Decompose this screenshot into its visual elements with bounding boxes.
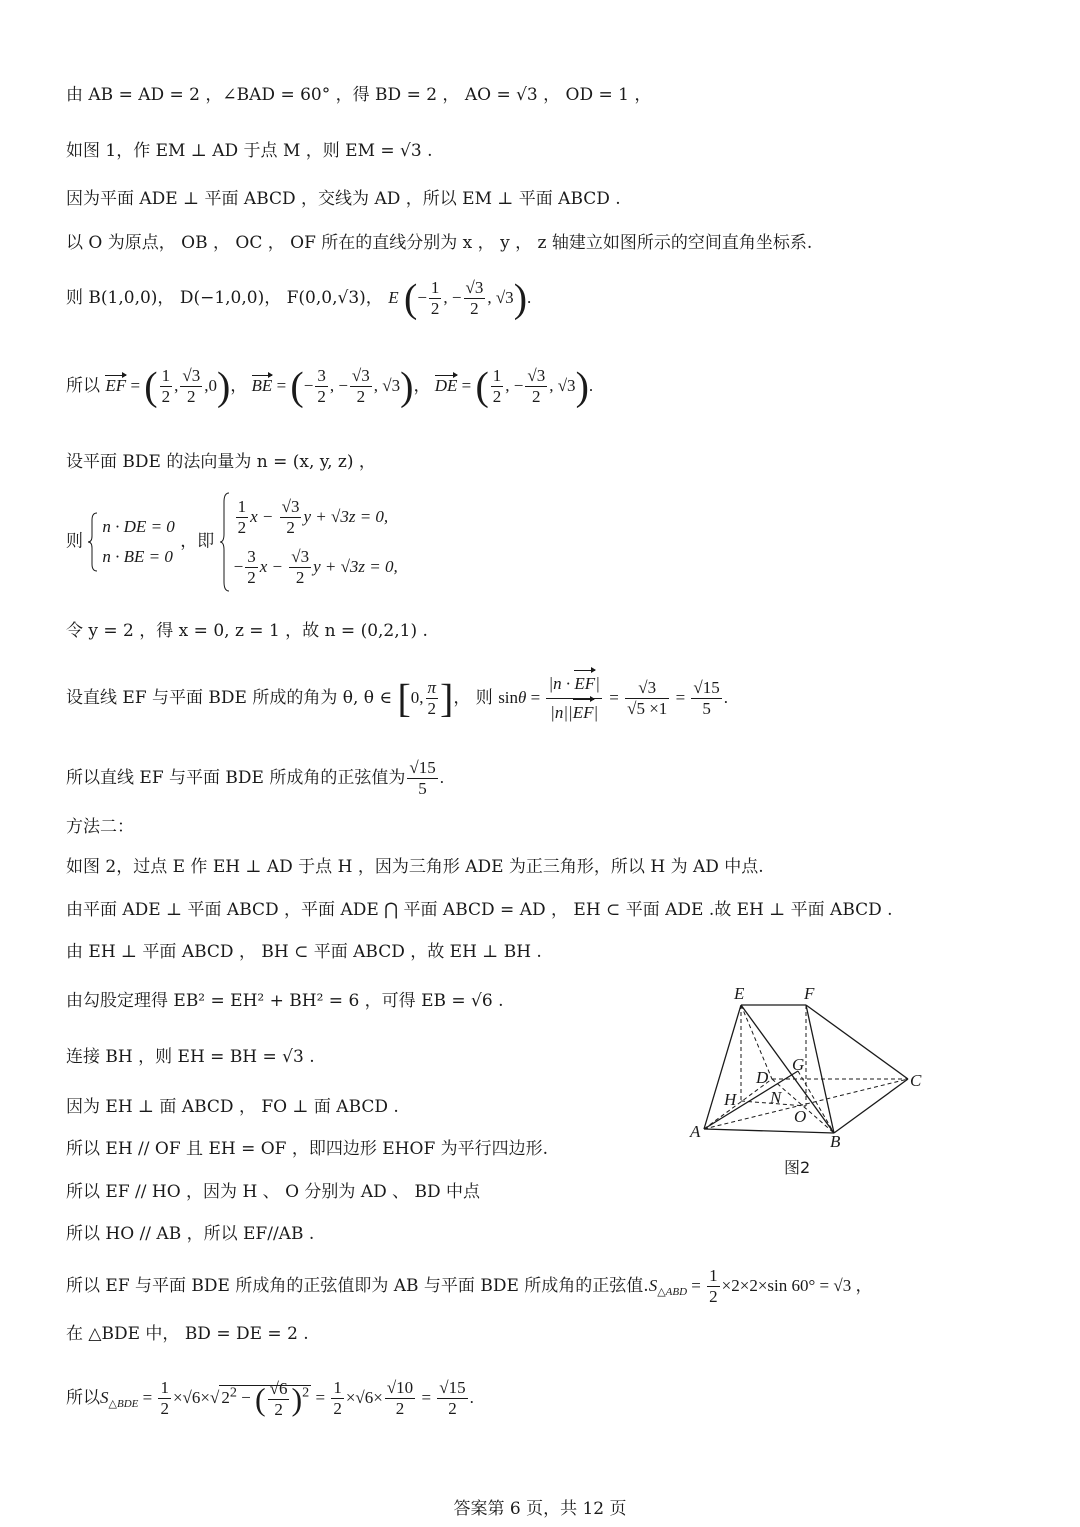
equation-system (66, 492, 398, 592)
method-two-title: 方法二： (66, 817, 134, 837)
label-e: E (734, 984, 745, 1003)
ji-label: ，即 (180, 531, 215, 552)
vector-be: BE (251, 376, 273, 395)
fraction: $\frac{√3}{2}$ (351, 366, 370, 406)
label-o: O (794, 1107, 807, 1126)
label-n: N (770, 1088, 782, 1107)
point-e: E (388, 288, 399, 307)
text-line: 由 EH ⊥ 平面 ABCD ， BH ⊂ 平面 ABCD ，故 EH ⊥ BH . (66, 942, 542, 962)
text-line: 由勾股定理得 EB² = EH² + BH² = 6 ，可得 EB = √6 . (66, 991, 504, 1011)
area-abd-line: 所以 EF 与平面 BDE 所成角的正弦值即为 AB 与平面 BDE 所成角的正弦值$.S_{\triangle ABD}$ = $\frac{1}{2}$ ×2×2×sin 60° = √3 ， (66, 1266, 873, 1306)
fraction: $\frac{√3}{2}$ (527, 366, 546, 406)
text-line: 如图 2，过点 E 作 EH ⊥ AD 于点 H ，因为三角形 ADE 为正三角形，所以 H 为 AD 中点. (66, 857, 764, 877)
vector-ef: EF (105, 376, 127, 395)
brace-icon (220, 492, 230, 592)
text-line: 令 y = 2 ，得 x = 0, z = 1 ，故 n = (0,2,1) . (66, 621, 428, 641)
result-prefix: 所以直线 EF 与平面 BDE 所成角的正弦值为 (66, 768, 406, 788)
area-bde-line: 所以$S_{\triangle BDE}$ = $\frac{1}{2}$ ×√6×√ $2^2$ − ( $\frac{√6}{2}$ )$^2$ = $\frac{1}{2}$ ×√6× $\frac{√10}{2}$ = $\frac{√15}{2}$ . (66, 1378, 474, 1419)
text-line: 所以 EH // OF 且 EH = OF ，即四边形 EHOF 为平行四边形. (66, 1139, 549, 1159)
area-bde-prefix: 所以 (66, 1388, 100, 1408)
sine-fraction: $\frac{|n \cdot EF|}{|n||EF|}$ (546, 670, 601, 727)
figure-caption: 图2 (784, 1158, 811, 1177)
area-prefix: 所以 EF 与平面 BDE 所成角的正弦值即为 AB 与平面 BDE 所成角的正弦值. (66, 1276, 649, 1296)
fraction: $\frac{1}{2}$ (161, 366, 171, 406)
label-b: B (830, 1132, 841, 1151)
label-f: F (804, 984, 815, 1003)
text-line: 设平面 BDE 的法向量为 n = (x, y, z) ， (66, 452, 376, 472)
label-c: C (910, 1071, 922, 1090)
label-h: H (724, 1090, 737, 1109)
text-line: 由平面 ADE ⊥ 平面 ABCD ，平面 ADE ⋂ 平面 ABCD = AD ， EH ⊂ 平面 ADE .故 EH ⊥ 平面 ABCD . (66, 900, 893, 920)
text-line: 所以 HO // AB ，所以 EF//AB . (66, 1224, 315, 1244)
system-right: $\frac{1}{2}$ x − $\frac{√3}{2}$ y + √3z = 0, − $\frac{3}{2}$ x − $\frac{√3}{2}$ y + √3z = 0, (220, 492, 398, 592)
fraction: $\frac{1}{2}$ (430, 278, 440, 318)
ze-label: 则 (66, 531, 83, 552)
text-line: 以 O 为原点， OB ， OC ， OF 所在的直线分别为 x ， y ， z 轴建立如图所示的空间直角坐标系. (66, 233, 813, 253)
vectors-line: 所以 EF = ( $\frac{1}{2}$ , $\frac{√3}{2}$ ,0)， BE = (− $\frac{3}{2}$ , − $\frac{√3}{2}$ , √3)， DE = ( $\frac{1}{2}$ , − $\frac{√3}{2}$ , √3). (66, 363, 594, 409)
result-line: 所以直线 EF 与平面 BDE 所成角的正弦值为 $\frac{√15}{5}$ . (66, 758, 444, 798)
page-footer: 答案第 6 页，共 12 页 (453, 1499, 627, 1519)
label-d: D (756, 1068, 769, 1087)
label-a: A (690, 1122, 701, 1141)
paren-open: ( (403, 275, 418, 321)
figure-2 (686, 983, 936, 1183)
angle-prefix: 设直线 EF 与平面 BDE 所成的角为 θ, θ ∈ (66, 688, 393, 708)
text-line: 在 △BDE 中， BD = DE = 2 . (66, 1324, 309, 1344)
fraction: $\frac{√3}{2}$ (182, 366, 201, 406)
label-g: G (792, 1055, 805, 1074)
geometry-diagram (686, 983, 936, 1183)
text-line: 连接 BH ，则 EH = BH = √3 . (66, 1047, 315, 1067)
system-left (88, 512, 174, 572)
coordinates-line: 则 B(1,0,0)， D(−1,0,0)， F(0,0,√3)， E (− $\frac{1}{2}$ , − $\frac{√3}{2}$ , √3). (66, 275, 532, 321)
text-line: 如图 1，作 EM ⊥ AD 于点 M ，则 EM = √3 . (66, 141, 433, 161)
coords-text: 则 B(1,0,0)， D(−1,0,0)， F(0,0,√3)， (66, 288, 383, 308)
vector-de: DE (434, 376, 458, 395)
vectors-prefix: 所以 (66, 376, 100, 396)
eq-nbe: n · BE = 0 (102, 547, 173, 566)
sine-line: 设直线 EF 与平面 BDE 所成的角为 θ, θ ∈ [0, $\frac{\pi}{2}$ ]， 则 sinθ = $\frac{|n \cdot EF|}{|n||EF|}$ = $\frac{√3}{√5 \times 1}$ = $\frac{√15}{5}$ . (66, 670, 728, 727)
fraction: $\frac{1}{2}$ (492, 366, 502, 406)
text-line: 因为 EH ⊥ 面 ABCD ， FO ⊥ 面 ABCD . (66, 1097, 399, 1117)
brace-icon (88, 512, 98, 572)
text-line: 因为平面 ADE ⊥ 平面 ABCD ，交线为 AD ，所以 EM ⊥ 平面 ABCD . (66, 189, 621, 209)
text-line: 所以 EF // HO ，因为 H 、 O 分别为 AD 、 BD 中点 (66, 1182, 481, 1202)
fraction: $\frac{3}{2}$ (317, 366, 326, 406)
text-line: 由 AB = AD = 2 ，∠BAD = 60° ，得 BD = 2 ， AO = √3 ， OD = 1 ， (66, 85, 652, 105)
fraction: $\frac{√3}{2}$ (465, 278, 484, 318)
eq-nde: n · DE = 0 (102, 517, 175, 536)
